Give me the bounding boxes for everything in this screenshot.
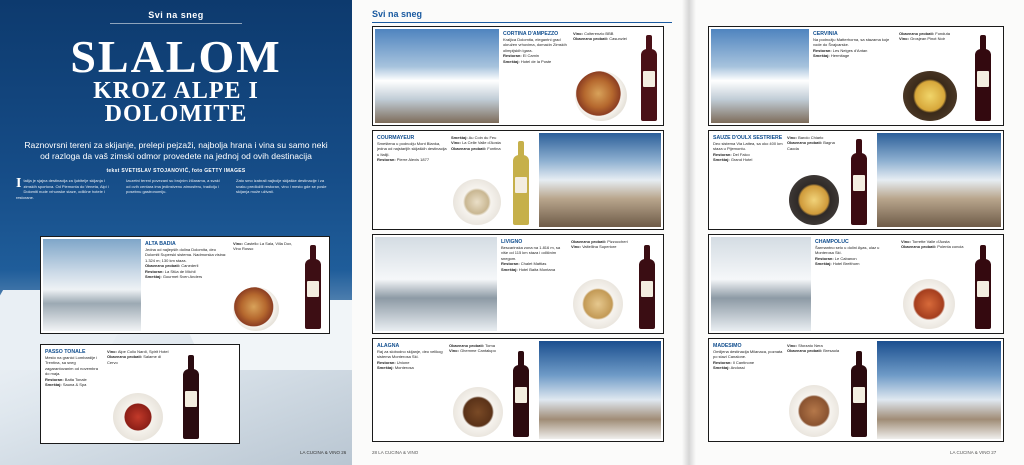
value: Colterenzio BBB: [584, 31, 614, 36]
value: Hotel Breithorn: [832, 261, 860, 267]
card-title: LIVIGNO: [501, 239, 523, 245]
dish-image: [903, 71, 957, 121]
label: Obavezno probati:: [901, 244, 937, 250]
label: Obavezno probati:: [899, 31, 935, 36]
value: Barolo Chiarlo: [798, 135, 824, 140]
value: Unione: [396, 359, 410, 365]
label: Vino:: [787, 343, 797, 348]
value: Gourmet Sven Anders: [162, 274, 203, 280]
wine-bottle-image: [639, 259, 655, 329]
card-text: [145, 241, 229, 331]
value: La Stüa de Michil: [164, 268, 196, 274]
label: Restoran:: [713, 151, 732, 157]
label: Restoran:: [45, 376, 64, 382]
label: Restoran:: [503, 53, 522, 59]
value: Grosjean Pinot Noir: [910, 36, 945, 42]
value: Bresaola: [823, 348, 840, 354]
section-label: Svi na sneg: [148, 10, 204, 20]
value: Torrette Valle d'Aosta: [911, 239, 950, 244]
value: El Camin: [522, 53, 540, 59]
card-title: ALTA BADIA: [145, 241, 176, 247]
value: Toma: [485, 343, 495, 348]
card-livigno: [372, 234, 664, 334]
value: Ghemme Cantalupo: [460, 348, 496, 354]
value: Les Neiges d'Antan: [832, 47, 868, 53]
label: Smeštaj:: [815, 261, 832, 267]
label: Obavezno probati:: [787, 348, 823, 354]
card-text: [713, 343, 783, 439]
label: Smeštaj:: [813, 53, 830, 59]
intro-text: talija je sjajna destinacija za ljubitelje skijanja i zimskih sportova. Od Piemonta do Veneta, Alpi i Dolomiti nude vrhunske staze, odlične hotele i restorane.: [16, 178, 109, 200]
card-photo: [711, 29, 809, 123]
drop-cap: I: [16, 178, 22, 191]
value: Grand Hotel: [730, 157, 753, 163]
author-credit: tekst SVETISLAV STOJANOVIĆ, foto GETTY IMAGES: [106, 168, 246, 174]
card-title: SAUZE D'OULX SESTRIERE: [713, 135, 783, 141]
value: Sauna & Spa: [62, 382, 87, 388]
value: Valtellina Superiore: [582, 244, 617, 250]
card-body: Jedna od najlepših dolina Dolomita, deo Dolomiti Superski sistema. Nadmorska visina: 1.324 m; 130 km staza.: [145, 247, 227, 263]
card-photo: [375, 237, 497, 331]
card-alagna: [372, 338, 664, 442]
card-photo: [539, 133, 661, 227]
section-rule: [372, 22, 672, 23]
dish-image: [575, 71, 627, 121]
label: Obavezno probati:: [787, 140, 823, 146]
label: Restoran:: [377, 359, 396, 365]
label: Smeštaj:: [501, 266, 518, 272]
value: Alpe Colio Nardi, Spirit Hotel: [117, 349, 169, 354]
value: Il Cantinone: [732, 359, 755, 365]
value: Casunziei: [609, 36, 627, 42]
label: Vino:: [899, 36, 909, 42]
intro-column-2: Izuzetni tereni povezani su brojnim žičarama, a svaki od ovih centara ima jedinstvenu atmosferu, tradiciju i posebnu gastronomiju.: [126, 178, 220, 195]
value: Salame di Cervo: [107, 354, 162, 365]
label: Smeštaj:: [451, 135, 468, 140]
headline-line2-text: KROZ ALPE I: [93, 78, 259, 104]
card-title: PASSO TONALE: [45, 349, 86, 355]
value: Au Coin du Feu: [468, 135, 497, 140]
card-sauze-d-oulx: [708, 130, 1004, 230]
card-wine-text: [449, 343, 505, 383]
card-text: [815, 239, 897, 331]
label: Restoran:: [813, 47, 832, 53]
value: Le Cabanon: [834, 255, 857, 261]
page-number: 28: [372, 450, 378, 455]
intro-column-3: Zato smo izabrali najbolje skijaške destinacije i za svaku predložili restoran, vino i mesto gde se posle skijanja može uživati.: [236, 178, 327, 195]
intro-column-1: [16, 178, 114, 230]
label: Smeštaj:: [713, 157, 730, 163]
card-wine-text: [107, 349, 171, 389]
card-text: [503, 31, 569, 123]
page-number: 26: [341, 450, 347, 455]
card-body: Na podnožju Matterhorna, sa stazama koje vode do Švajcarske.: [813, 37, 890, 48]
card-cortina: [372, 26, 664, 126]
folio-mid: [372, 450, 418, 455]
card-title: MADESIMO: [713, 343, 742, 349]
card-photo: [877, 133, 1001, 227]
label: Vino:: [451, 140, 461, 146]
card-body: Mesto na granici Lombardije i Trentina, sa sneg zagarantovanim od novembra do maja.: [45, 355, 98, 377]
label: Vino:: [571, 244, 581, 250]
value: Bagna Caoda: [787, 140, 835, 151]
page-gutter: [682, 0, 696, 465]
card-wine-text: [571, 239, 633, 273]
wine-bottle-image: [513, 365, 529, 437]
card-body: Kraljica Dolomita, elegantni grad okružen vrhovima, domaćin Zimskih olimpijskih igara.: [503, 37, 567, 53]
label: Obavezno probati:: [451, 145, 487, 151]
label: Obavezno probati:: [573, 36, 609, 42]
label: Restoran:: [377, 157, 396, 163]
dish-image: [453, 179, 501, 225]
wine-bottle-image: [851, 365, 867, 437]
folio-text: LA CUCINA & VINO: [378, 450, 419, 455]
card-body: Bescarinska zona na 1.816 m, sa više od 115 km staza i odličnim snegom.: [501, 245, 561, 261]
card-text: [813, 31, 895, 123]
card-photo: [539, 341, 661, 439]
dish-image: [453, 387, 503, 437]
value: Fontina: [487, 145, 501, 151]
card-photo: [375, 29, 499, 123]
label: Restoran:: [815, 255, 834, 261]
card-cervinia: [708, 26, 1004, 126]
label: Vino:: [901, 239, 911, 244]
card-wine-text: [787, 343, 847, 377]
card-body: Omiljena destinacija Milanaca, poznata po stazi Canalone.: [713, 349, 783, 360]
wine-bottle-image: [513, 155, 529, 225]
card-text: [377, 343, 445, 439]
wine-bottle-image: [641, 49, 657, 121]
card-title: CHAMPOLUC: [815, 239, 849, 245]
value: Chalet Mattias: [520, 261, 547, 267]
label: Smeštaj:: [713, 365, 730, 371]
wine-bottle-image: [183, 369, 199, 439]
label: Obavezno probati:: [107, 354, 143, 360]
card-photo: [877, 341, 1001, 439]
label: Obavezno probati:: [449, 343, 485, 348]
card-text: [501, 239, 567, 331]
card-madesimo: [708, 338, 1004, 442]
section-label: Svi na sneg: [372, 9, 423, 19]
card-wine-text: [573, 31, 633, 65]
label: Smeštaj:: [377, 365, 394, 371]
card-courmayeur: [372, 130, 664, 230]
value: Fonduta: [935, 31, 950, 36]
card-body: Deo sistema Via Lattea, sa oko 400 km staza u Pijemontu.: [713, 141, 783, 152]
card-body: Šarmantno selo u dolini Ayas, ulaz u Monterosa Ski.: [815, 245, 880, 256]
card-wine-text: [233, 241, 293, 281]
value: Hotel de la Poste: [520, 58, 552, 64]
value: Pierre Alexis 1877: [396, 157, 430, 163]
folio-text: LA CUCINA & VINO: [300, 450, 341, 455]
right-pages: [352, 0, 1024, 465]
dish-image: [789, 385, 839, 437]
value: Hotel Baita Montana: [518, 266, 556, 272]
value: La Celle Valle d'Aosta: [462, 140, 501, 146]
card-wine-text: [901, 239, 965, 273]
value: Monterosa: [394, 365, 414, 371]
card-title: COURMAYEUR: [377, 135, 415, 141]
label: Vino:: [573, 31, 583, 36]
folio-right: [950, 450, 996, 455]
page-number: 27: [991, 450, 997, 455]
label: Obavezno probati:: [145, 263, 181, 269]
section-rule: [110, 23, 242, 24]
headline-line3-text: DOLOMITE: [104, 101, 248, 127]
label: Smeštaj:: [503, 58, 520, 64]
left-page: [0, 0, 352, 465]
value: Baita Tonale: [64, 376, 87, 382]
card-title: CORTINA D'AMPEZZO: [503, 31, 559, 37]
card-text: [713, 135, 783, 227]
label: Vino:: [449, 348, 459, 354]
card-wine-text: [787, 135, 847, 169]
headline-line1: SLALOM: [70, 31, 282, 82]
card-title: CERVINIA: [813, 31, 838, 37]
wine-bottle-image: [305, 259, 321, 329]
wine-bottle-image: [975, 49, 991, 121]
value: Sforzato Nera: [798, 343, 823, 348]
card-passo-tonale: [40, 344, 240, 444]
card-champoluc: [708, 234, 1004, 334]
card-text: [377, 135, 447, 227]
dish-image: [573, 279, 623, 329]
headline-line2: [0, 80, 352, 126]
card-photo: [711, 237, 811, 331]
label: Vino:: [787, 135, 797, 140]
wine-bottle-image: [975, 259, 991, 329]
card-body: Smeštena u podnožju Mont Blanka, jedna od najstarijih skijaških destinacija u Italiji.: [377, 141, 447, 157]
card-wine-text: [899, 31, 965, 65]
card-wine-text: [451, 135, 505, 175]
dish-image: [903, 279, 955, 329]
value: Del Falco: [732, 151, 750, 157]
label: Obavezno probati:: [571, 239, 607, 244]
value: Polenta concia: [937, 244, 964, 250]
wine-bottle-image: [851, 153, 867, 225]
lead-paragraph: Raznovrsni tereni za skijanje, prelepi pejzaži, najbolja hrana i vina su samo neki od razloga da vaš zimski odmor provedete na jednoj od ovih destinacija: [24, 140, 328, 161]
dish-image: [113, 393, 163, 441]
folio-text: LA CUCINA & VINO: [950, 450, 991, 455]
label: Vino:: [107, 349, 117, 354]
value: Andossi: [730, 365, 745, 371]
value: Pizzoccheri: [607, 239, 628, 244]
dish-image: [789, 175, 839, 225]
card-alta-badia: [40, 236, 330, 334]
label: Smeštaj:: [45, 382, 62, 388]
card-text: [45, 349, 103, 443]
label: Restoran:: [145, 268, 164, 274]
label: Restoran:: [501, 261, 520, 267]
value: Castello La Sala, Villa Dox, Vino Rosso: [233, 241, 293, 252]
label: Vino:: [233, 241, 243, 246]
card-title: ALAGNA: [377, 343, 400, 349]
value: Canederli: [181, 263, 199, 269]
card-body: Raj za slobodno skijanje, deo velikog sistema Monterosa Ski.: [377, 349, 443, 360]
value: Hermitage: [830, 53, 850, 59]
label: Restoran:: [713, 359, 732, 365]
label: Smeštaj:: [145, 274, 162, 280]
dish-image: [233, 287, 279, 331]
card-photo: [43, 239, 141, 331]
folio-left: [300, 450, 346, 455]
